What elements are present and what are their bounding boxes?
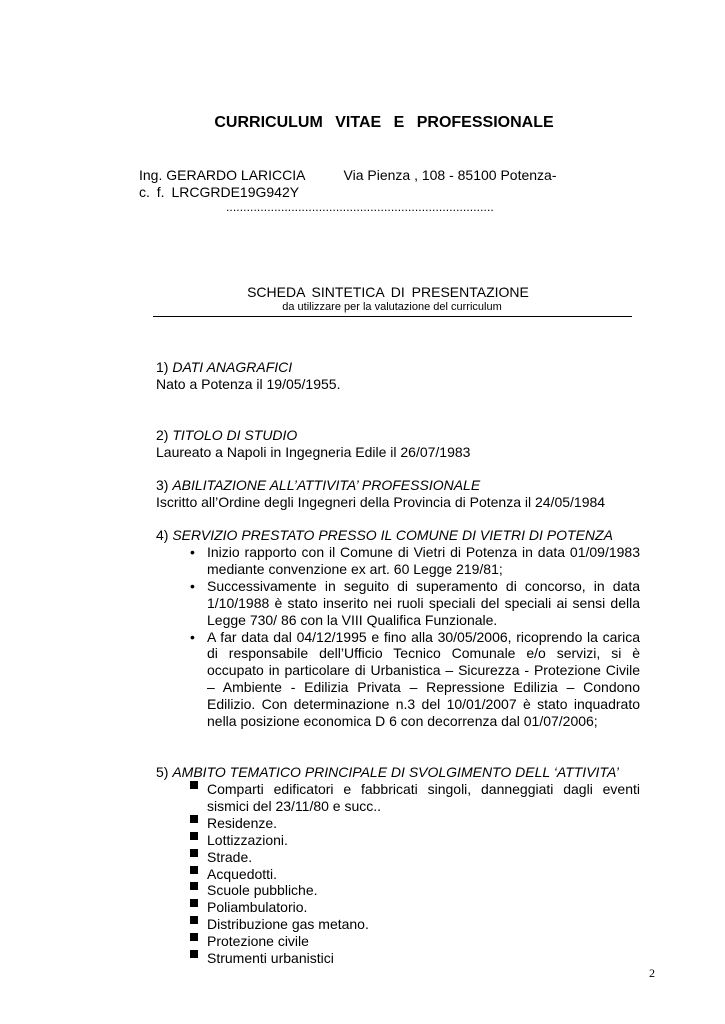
fiscal-code: c. f. LRCGRDE19G942Y: [139, 184, 300, 200]
dotted-line: ..............................................................................: [226, 200, 494, 214]
section-3-text: Iscritto all’Ordine degli Ingegneri della Provincia di Potenza il 24/05/1984: [156, 494, 606, 510]
header-name-address: [139, 167, 557, 183]
square-bullet-icon: [190, 899, 198, 907]
square-bullet-icon: [190, 781, 198, 789]
section-1-heading: 1) DATI ANAGRAFICI: [156, 359, 293, 375]
list-item: • A far data dal 04/12/1995 e fino alla 30/05/2006, ricoprendo la carica di responsabile dell’Ufficio Tecnico Comunale e/o servizi, si è occupato in particolare di Urbanistica – Sicurezza - Protezione Civile – Ambiente - Edilizia Privata – Repressione Edilizia – Condono Edilizio. Con determinazione n.3 del 10/01/2007 è stato inquadrato nella posizione economica D 6 con decorrenza dal 01/07/2006;: [190, 629, 640, 730]
bullet-dot-icon: [190, 544, 195, 561]
list-item: Acquedotti.: [190, 866, 640, 883]
section-2-heading: 2) TITOLO DI STUDIO: [156, 427, 298, 443]
scheda-subtitle: da utilizzare per la valutazione del curriculum: [282, 301, 502, 313]
list-item: Residenze.: [190, 815, 640, 832]
author-name: Ing. GERARDO LARICCIA: [139, 167, 306, 183]
list-item: Lottizzazioni.: [190, 832, 640, 849]
square-bullet-icon: [190, 832, 198, 840]
list-item: Distribuzione gas metano.: [190, 916, 640, 933]
section-4-list: [190, 544, 640, 730]
section-4-heading: 4) SERVIZIO PRESTATO PRESSO IL COMUNE DI VIETRI DI POTENZA: [156, 527, 613, 543]
square-bullet-icon: [190, 933, 198, 941]
square-bullet-icon: [190, 950, 198, 958]
square-bullet-icon: [190, 916, 198, 924]
list-item: Scuole pubbliche.: [190, 882, 640, 899]
section-3-heading: 3) ABILITAZIONE ALL’ATTIVITA’ PROFESSIONALE: [156, 477, 481, 493]
square-bullet-icon: [190, 866, 198, 874]
list-item: • Inizio rapporto con il Comune di Vietri di Potenza in data 01/09/1983 mediante convenzione ex art. 60 Legge 219/81;: [190, 544, 640, 578]
section-2-text: Laureato a Napoli in Ingegneria Edile il 26/07/1983: [156, 444, 471, 460]
list-item: Poliambulatorio.: [190, 899, 640, 916]
list-item: Comparti edificatori e fabbricati singoli, danneggiati dagli eventi sismici del 23/11/80 e succ..: [190, 781, 640, 815]
section-5-heading: 5) AMBITO TEMATICO PRINCIPALE DI SVOLGIMENTO DELL ‘ATTIVITA’: [156, 764, 619, 780]
list-item: Strumenti urbanistici: [190, 950, 640, 967]
section-5-list: [190, 781, 640, 967]
bullet-dot-icon: [190, 629, 195, 646]
square-bullet-icon: [190, 882, 198, 890]
author-address: Via Pienza , 108 - 85100 Potenza-: [343, 167, 557, 183]
square-bullet-icon: [190, 815, 198, 823]
list-item: Protezione civile: [190, 933, 640, 950]
scheda-underline: [153, 316, 632, 317]
bullet-dot-icon: [190, 578, 195, 595]
document-title: CURRICULUM VITAE E PROFESSIONALE: [214, 114, 554, 131]
page-number: 2: [649, 966, 655, 980]
square-bullet-icon: [190, 849, 198, 857]
scheda-title: SCHEDA SINTETICA DI PRESENTAZIONE: [247, 284, 529, 300]
list-item: • Successivamente in seguito di superamento di concorso, in data 1/10/1988 è stato inserito nei ruoli speciali del speciali ai sensi della Legge 730/ 86 con la VIII Qualifica Funzionale.: [190, 578, 640, 629]
list-item: Strade.: [190, 849, 640, 866]
section-1-text: Nato a Potenza il 19/05/1955.: [156, 376, 341, 392]
